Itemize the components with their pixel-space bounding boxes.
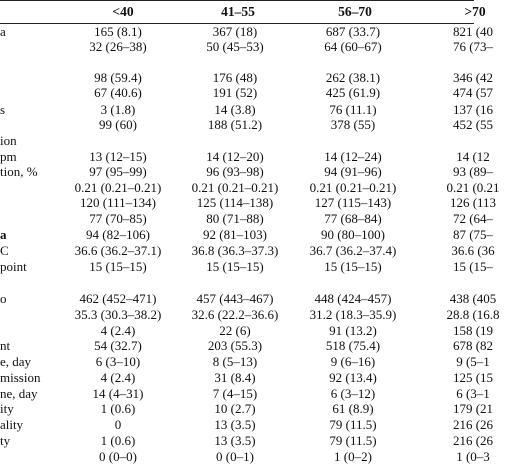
table-cell: 72 (64– bbox=[452, 211, 494, 226]
table-cell: 0 (0–1) bbox=[216, 449, 254, 464]
table-row bbox=[0, 307, 500, 322]
table-cell: 28.8 (16.8 bbox=[446, 307, 500, 322]
table-header bbox=[0, 0, 486, 24]
table-row bbox=[0, 275, 474, 290]
table-cell: 96 (93–98) bbox=[206, 164, 264, 179]
table-cell: 15 (15–15) bbox=[206, 259, 264, 274]
column-header-56-70: 56–70 bbox=[338, 4, 372, 19]
table-cell: 77 (70–85) bbox=[89, 211, 147, 226]
table-cell: 32.6 (22.2–36.6) bbox=[191, 307, 279, 322]
table-row bbox=[0, 117, 494, 132]
table-cell: 14 (12 bbox=[456, 149, 490, 164]
table-row bbox=[0, 433, 494, 448]
row-label: ion bbox=[0, 133, 17, 148]
row-label: a bbox=[0, 24, 6, 39]
table-row bbox=[0, 370, 494, 385]
table-row bbox=[0, 227, 494, 242]
table-cell: 15 (15–15) bbox=[324, 259, 382, 274]
table-cell: 6 (3–12) bbox=[330, 386, 376, 401]
table-cell: 32 (26–38) bbox=[89, 39, 147, 54]
row-label: ne, day bbox=[0, 386, 38, 401]
table-cell: 1 (0–2) bbox=[334, 449, 372, 464]
row-label: o bbox=[0, 291, 7, 306]
table-row bbox=[0, 180, 500, 195]
table-row bbox=[0, 195, 497, 210]
table-cell: 13 (3.5) bbox=[214, 417, 256, 432]
table-cell: 94 (82–106) bbox=[86, 227, 150, 242]
table-cell: 13 (3.5) bbox=[214, 433, 256, 448]
table-row bbox=[0, 85, 494, 100]
table-row bbox=[0, 401, 494, 416]
table-cell: 91 (13.2) bbox=[329, 323, 377, 338]
table-cell: 87 (75– bbox=[452, 227, 494, 242]
table-cell: 90 (80–100) bbox=[321, 227, 385, 242]
table-row bbox=[0, 70, 494, 85]
table-cell: 14 (3.8) bbox=[214, 102, 256, 117]
table-cell: 8 (5–13) bbox=[212, 354, 258, 369]
table-cell: 6 (3–10) bbox=[95, 354, 141, 369]
table-cell: 438 (405 bbox=[449, 291, 497, 306]
table-cell: 14 (4–31) bbox=[92, 386, 144, 401]
table-cell: 99 (60) bbox=[99, 117, 137, 132]
table-cell: 158 (19 bbox=[452, 323, 494, 338]
column-header-gt70: >70 bbox=[464, 4, 486, 19]
table-row bbox=[0, 449, 490, 464]
table-cell: 120 (111–134) bbox=[80, 195, 156, 210]
table-cell: 6 (3–1 bbox=[456, 386, 490, 401]
table-cell: 188 (51.2) bbox=[207, 117, 263, 132]
table-cell: 97 (95–99) bbox=[89, 164, 147, 179]
column-header-41-55: 41–55 bbox=[221, 4, 255, 19]
table-cell: 98 (59.4) bbox=[94, 70, 142, 85]
table-cell: 127 (115–143) bbox=[314, 195, 392, 210]
table-cell: 203 (55.3) bbox=[207, 338, 263, 353]
table-cell: 13 (12–15) bbox=[89, 149, 147, 164]
row-label: a bbox=[0, 227, 7, 242]
table-cell: 35.3 (30.3–38.2) bbox=[74, 307, 162, 322]
table-cell: 0.21 (0.21 bbox=[446, 180, 500, 195]
table-cell: 687 (33.7) bbox=[325, 24, 381, 39]
table-cell: 7 (4–15) bbox=[212, 386, 258, 401]
table-row bbox=[0, 259, 494, 274]
table-cell: 125 (15 bbox=[452, 370, 494, 385]
row-label: e, day bbox=[0, 354, 32, 369]
table-cell: 67 (40.6) bbox=[94, 85, 142, 100]
table-cell: 346 (42 bbox=[452, 70, 494, 85]
table-cell: 137 (16 bbox=[452, 102, 494, 117]
table-cell: 50 (45–53) bbox=[206, 39, 264, 54]
row-label: C bbox=[0, 243, 9, 258]
table-row bbox=[0, 323, 494, 338]
table-cell: 0.21 (0.21–0.21) bbox=[74, 180, 162, 195]
table-cell: 0.21 (0.21–0.21) bbox=[309, 180, 397, 195]
table-cell: 36.6 (36 bbox=[451, 243, 495, 258]
row-label: ality bbox=[0, 417, 24, 432]
table-cell: 126 (113 bbox=[449, 195, 497, 210]
table-cell: 54 (32.7) bbox=[94, 338, 142, 353]
table-cell: 3 (1.8) bbox=[100, 102, 136, 117]
table-cell: 76 (73– bbox=[452, 39, 494, 54]
table-cell: 0 (0–0) bbox=[99, 449, 137, 464]
table-cell: 367 (18) bbox=[212, 24, 258, 39]
row-label: ity bbox=[0, 401, 14, 416]
table-cell: 15 (15–15) bbox=[89, 259, 147, 274]
table-cell: 678 (82 bbox=[452, 338, 494, 353]
table-cell: 31 (8.4) bbox=[214, 370, 256, 385]
table-cell: 14 (12–20) bbox=[206, 149, 264, 164]
table-cell: 94 (91–96) bbox=[324, 164, 382, 179]
table-cell: 22 (6) bbox=[219, 323, 251, 338]
table-row bbox=[0, 338, 494, 353]
table-cell: 93 (89– bbox=[452, 164, 494, 179]
table-cell: 448 (424–457) bbox=[314, 291, 392, 306]
row-label: s bbox=[0, 102, 6, 117]
table-cell: 821 (40 bbox=[452, 24, 494, 39]
table-cell: 31.2 (18.3–35.9) bbox=[309, 307, 397, 322]
table-row bbox=[0, 386, 490, 401]
table-row bbox=[0, 417, 494, 432]
table-cell: 474 (57 bbox=[452, 85, 494, 100]
table-cell: 36.7 (36.2–37.4) bbox=[309, 243, 397, 258]
table-row bbox=[0, 164, 494, 179]
table-cell: 462 (452–471) bbox=[79, 291, 157, 306]
table-cell: 0.21 (0.21–0.21) bbox=[191, 180, 279, 195]
table-row bbox=[0, 24, 494, 39]
table-cell: 262 (38.1) bbox=[325, 70, 381, 85]
table-cell: 76 (11.1) bbox=[329, 102, 377, 117]
table-row bbox=[0, 291, 497, 306]
table-cell: 4 (2.4) bbox=[100, 370, 136, 385]
table-cell: 425 (61.9) bbox=[325, 85, 381, 100]
table-cell: 9 (6–16) bbox=[330, 354, 376, 369]
row-label: ty bbox=[0, 433, 11, 448]
table-cell: 176 (48) bbox=[212, 70, 258, 85]
table-cell: 80 (71–88) bbox=[206, 211, 264, 226]
table-cell: 125 (114–138) bbox=[196, 195, 274, 210]
table-cell: 1 (0–3 bbox=[456, 449, 490, 464]
row-label: point bbox=[0, 259, 27, 274]
table-cell: 378 (55) bbox=[330, 117, 376, 132]
table-cell: 92 (13.4) bbox=[329, 370, 377, 385]
table-cell: 457 (443–467) bbox=[196, 291, 274, 306]
column-header-lt40: <40 bbox=[112, 4, 134, 19]
table-cell: 216 (26 bbox=[452, 433, 494, 448]
table-cell: 64 (60–67) bbox=[324, 39, 382, 54]
table-row bbox=[0, 211, 494, 226]
table-cell: 9 (5–1 bbox=[456, 354, 490, 369]
row-label: nt bbox=[0, 338, 11, 353]
table-cell: 79 (11.5) bbox=[329, 433, 377, 448]
table-row bbox=[0, 149, 490, 164]
table-cell: 518 (75.4) bbox=[325, 338, 381, 353]
table-cell: 179 (21 bbox=[452, 401, 494, 416]
table-cell: 14 (12–24) bbox=[324, 149, 382, 164]
table-cell: 1 (0.6) bbox=[100, 433, 136, 448]
table-row bbox=[0, 133, 474, 148]
table-cell: 36.8 (36.3–37.3) bbox=[191, 243, 279, 258]
table-cell: 4 (2.4) bbox=[100, 323, 136, 338]
table-row bbox=[0, 243, 495, 258]
table-row bbox=[0, 354, 490, 369]
table-cell: 452 (55 bbox=[452, 117, 494, 132]
table-row bbox=[0, 102, 494, 117]
table-cell: 79 (11.5) bbox=[329, 417, 377, 432]
table-row bbox=[0, 39, 494, 54]
row-label: pm bbox=[0, 149, 17, 164]
row-label: tion, % bbox=[0, 164, 38, 179]
table-cell: 36.6 (36.2–37.1) bbox=[74, 243, 162, 258]
table-cell: 165 (8.1) bbox=[94, 24, 142, 39]
table-cell: 1 (0.6) bbox=[100, 401, 136, 416]
table-cell: 10 (2.7) bbox=[214, 401, 256, 416]
table-cell: 77 (68–84) bbox=[324, 211, 382, 226]
row-label: mission bbox=[0, 370, 41, 385]
table-cell: 191 (52) bbox=[212, 85, 258, 100]
table-cell: 15 (15– bbox=[452, 259, 494, 274]
table-cell: 61 (8.9) bbox=[332, 401, 374, 416]
table-cell: 92 (81–103) bbox=[203, 227, 267, 242]
table-cell: 0 bbox=[114, 417, 122, 432]
table-cell: 216 (26 bbox=[452, 417, 494, 432]
